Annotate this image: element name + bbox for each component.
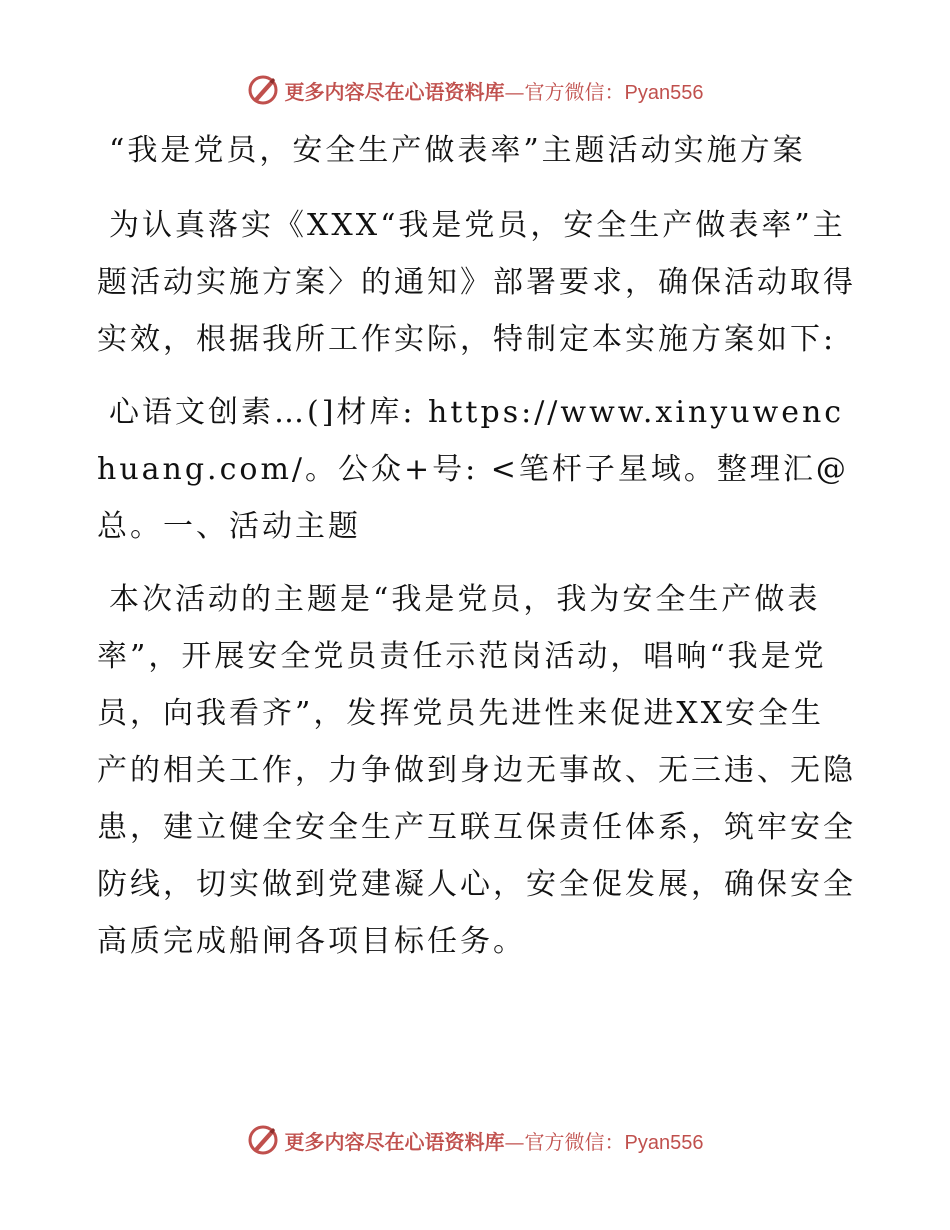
paragraph-theme: 本次活动的主题是“我是党员，我为安全生产做表率”，开展安全党员责任示范岗活动，唱响“我是党员，向我看齐”，发挥党员先进性来促进XX安全生产的相关工作，力争做到身边无事故、无三违、无隐患，建立健全安全生产互联互保责任体系，筑牢安全防线，切实做到党建凝人心，安全促发展，确保安全高质完成船闸各项目标任务。 [97,582,856,959]
footer-banner [0,1120,950,1160]
document-title: “我是党员，安全生产做表率”主题活动实施方案 [109,133,806,168]
header-banner [0,70,950,110]
document-body [97,122,857,986]
paragraph-source: 心语文创素…(]材库: https://www.xinyuwenchuang.com/。公众+号: <笔杆子星域。整理汇@总。一、活动主题 [97,395,849,544]
paragraph-intro: 为认真落实《XXX“我是党员，安全生产做表率”主题活动实施方案〉的通知》部署要求，确保活动取得实效，根据我所工作实际，特制定本实施方案如下: [97,208,856,357]
banner-text: 更多内容尽在心语资料库—官方微信：Pyan556 [284,79,704,104]
banner-text: 更多内容尽在心语资料库—官方微信：Pyan556 [284,1129,704,1154]
pen-logo-icon [247,1124,279,1156]
pen-logo-icon [247,74,279,106]
